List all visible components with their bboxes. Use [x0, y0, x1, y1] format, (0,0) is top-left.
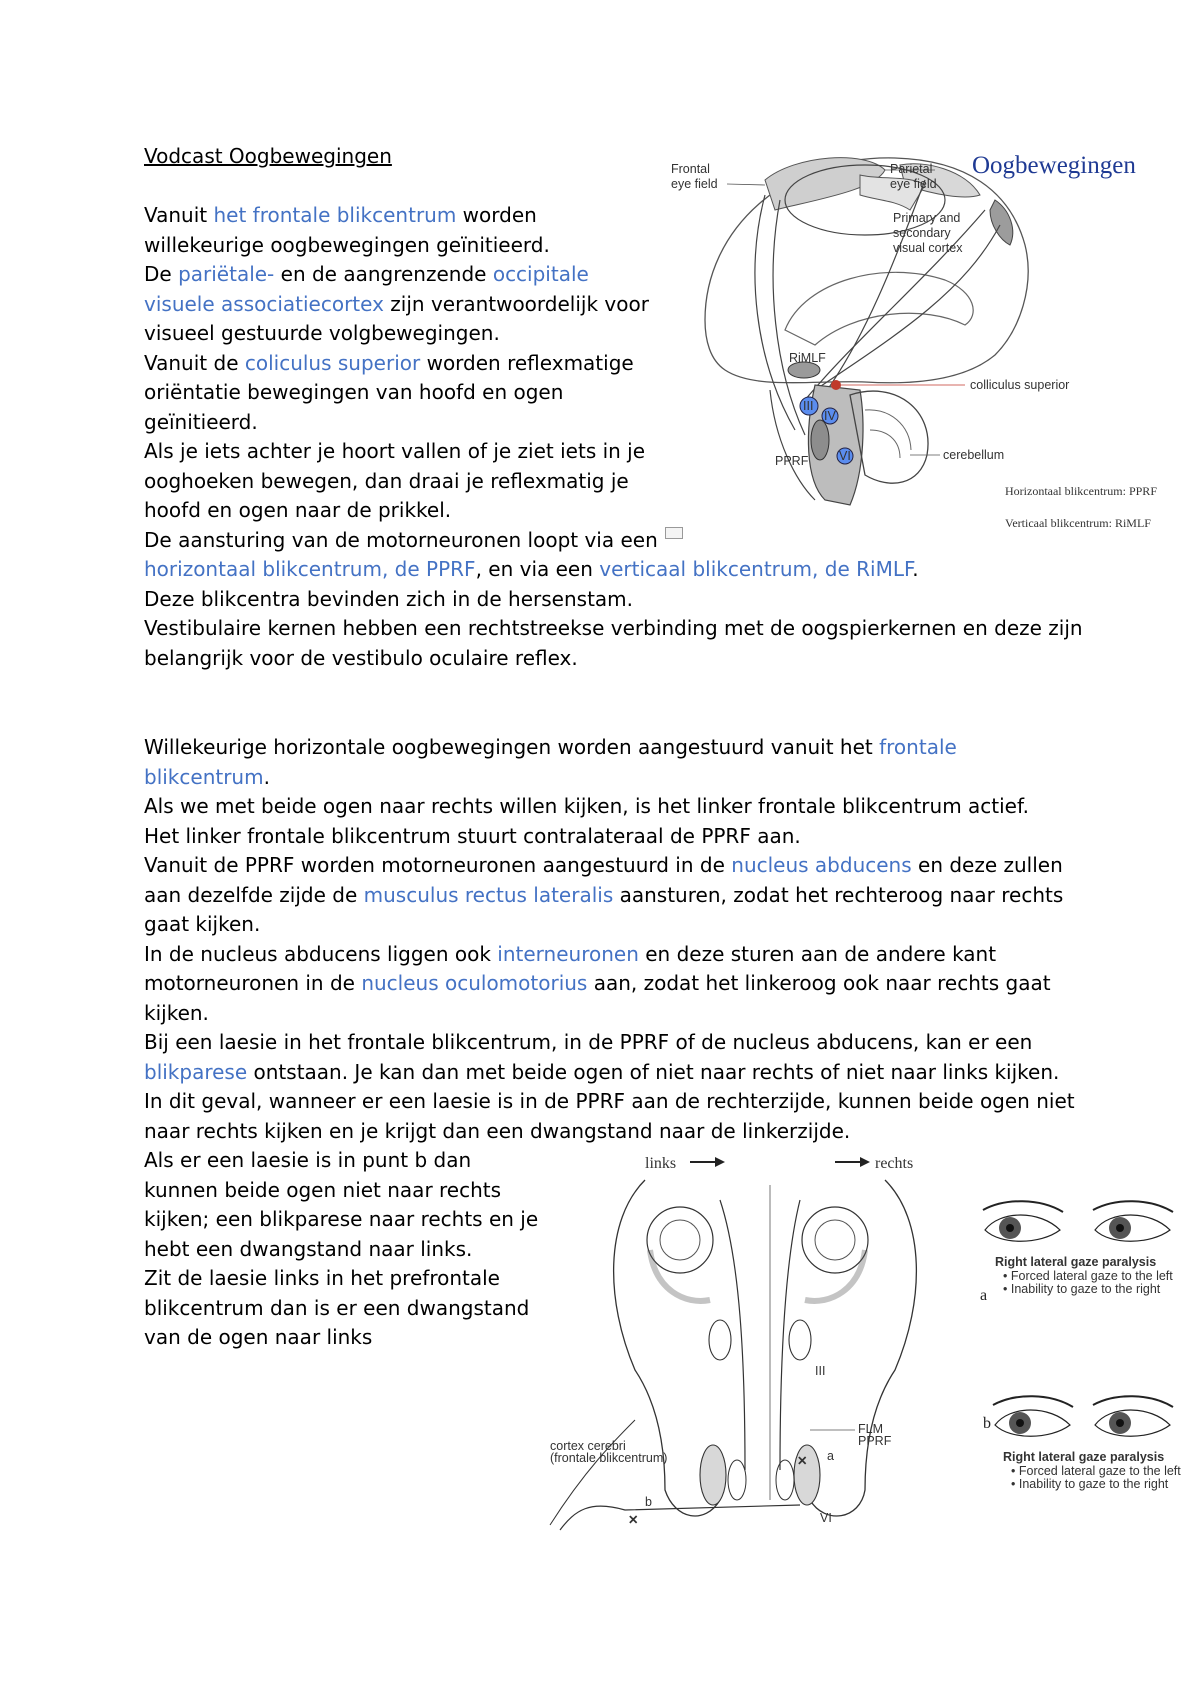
text-line — [144, 644, 1083, 674]
highlighted-term: pariëtale- — [178, 262, 275, 286]
text-line — [144, 910, 1075, 940]
text-line — [144, 555, 1083, 585]
text-run: willekeurige oogbewegingen geïnitieerd. — [144, 232, 550, 257]
links-label: links — [645, 1155, 677, 1172]
text-run: In dit geval, wanneer er een laesie is in de PPRF aan de rechterzijde, kunnen beide ogen niet — [144, 1089, 1075, 1113]
highlighted-term: verticaal blikcentrum, de RiMLF — [599, 557, 913, 581]
text-line — [144, 1087, 1075, 1117]
text-run: belangrijk voor de vestibulo oculaire reflex. — [144, 645, 578, 670]
text-line — [144, 585, 1083, 615]
pprf-label: PPRF — [775, 454, 809, 468]
text-run: Willekeurige horizontale oogbewegingen worden aangestuurd vanuit het — [144, 735, 880, 759]
visual-label-3: visual cortex — [893, 241, 963, 255]
text-line — [144, 1058, 1075, 1088]
rechts-label: rechts — [875, 1155, 914, 1172]
cortex-label-2: (frontale blikcentrum) — [550, 1451, 668, 1465]
text-run: ontstaan. Je kan dan met beide ogen of niet naar rechts of niet naar links kijken. — [247, 1059, 1060, 1084]
brain-title: Oogbewegingen — [972, 152, 1136, 179]
text-run: Zit de laesie links in het prefrontale — [144, 1266, 500, 1290]
text-run: . — [263, 764, 270, 789]
parietal-label-1: Parietal — [890, 162, 933, 176]
text-line — [144, 763, 1075, 793]
frontal-label-1: Frontal — [671, 162, 710, 176]
side-paragraph — [144, 1146, 538, 1353]
text-line — [144, 881, 1075, 911]
text-run: De — [144, 262, 179, 286]
text-line — [144, 792, 1075, 822]
text-run: Als we met beide ogen naar rechts willen kijken, is het linker frontale blikcentrum actief. — [144, 794, 1029, 818]
text-run: zijn verantwoordelijk voor — [383, 291, 649, 316]
text-line — [144, 1205, 538, 1235]
iii-label: III — [815, 1364, 826, 1378]
flm-label: FLM — [858, 1422, 883, 1436]
visual-label-1: Primary and — [893, 211, 961, 225]
text-line — [144, 1176, 538, 1206]
text-run: blikcentrum dan is er een dwangstand — [144, 1295, 530, 1320]
text-run: naar rechts kijken en je krijgt dan een dwangstand naar de linkerzijde. — [144, 1118, 851, 1143]
highlighted-term: blikcentrum — [144, 764, 264, 789]
panel-b-item-2: • Inability to gaze to the right — [1011, 1477, 1169, 1491]
text-run: Vanuit de PPRF worden motorneuronen aangestuurd in de — [144, 853, 732, 877]
text-line — [144, 614, 1083, 644]
panel-a-title: Right lateral gaze paralysis — [995, 1255, 1157, 1269]
nucleus-iv-label: IV — [824, 409, 836, 423]
text-line — [144, 851, 1075, 881]
text-run: gaat kijken. — [144, 912, 261, 936]
panel-a-eyes — [983, 1201, 1173, 1241]
text-run: Vanuit de — [144, 350, 245, 375]
panel-b-eyes — [993, 1396, 1173, 1436]
visual-label-2: secondary — [893, 226, 951, 240]
frontal-label-2: eye field — [671, 177, 718, 191]
parietal-label-2: eye field — [890, 177, 937, 191]
text-run: Als er een laesie is in punt b dan — [144, 1148, 472, 1172]
text-line — [144, 1264, 538, 1294]
text-run: hoofd en ogen naar de prikkel. — [144, 498, 452, 522]
text-run: Bij een laesie in het frontale blikcentrum, in de PPRF of de nucleus abducens, kan er een — [144, 1030, 1033, 1054]
text-run: en deze sturen aan de andere kant — [638, 941, 997, 966]
nucleus-vi-label: VI — [839, 449, 851, 463]
cerebellum-label: cerebellum — [943, 448, 1005, 462]
text-run: ooghoeken bewegen, dan draai je reflexmatig je — [144, 468, 629, 493]
a-label: a — [827, 1449, 834, 1463]
highlighted-term: visuele associatiecortex — [144, 291, 384, 316]
highlighted-term: frontale — [879, 735, 957, 759]
text-line — [144, 940, 1075, 970]
lesion-b-mark: ✕ — [628, 1513, 639, 1527]
vertical-center-label: Verticaal blikcentrum: RiMLF — [1005, 516, 1151, 530]
pathway-figure — [545, 1140, 935, 1545]
panel-a-item-2: • Inability to gaze to the right — [1003, 1282, 1161, 1296]
pathway-pprf-label: PPRF — [858, 1434, 892, 1448]
text-line — [144, 1235, 538, 1265]
highlighted-term: horizontaal blikcentrum, de PPRF — [144, 557, 476, 581]
highlighted-term: interneuronen — [497, 941, 639, 966]
text-line — [144, 1146, 538, 1176]
text-run: aansturen, zodat het rechteroog naar rechts — [613, 882, 1064, 907]
text-run: kijken; een blikparese naar rechts en je — [144, 1207, 539, 1231]
horizontal-center-label: Horizontaal blikcentrum: PPRF — [1005, 484, 1157, 498]
highlighted-term: occipitale — [492, 262, 589, 286]
text-run: Vestibulaire kernen hebben een rechtstreekse verbinding met de oogspierkernen en deze zijn — [144, 616, 1083, 640]
rimlf-label: RiMLF — [789, 351, 826, 365]
text-line — [144, 1028, 1075, 1058]
text-line — [144, 1294, 538, 1324]
text-run: kijken. — [144, 1000, 209, 1025]
text-run: en de aangrenzende — [274, 262, 493, 286]
gaze-paralysis-figure — [975, 1190, 1190, 1510]
text-line — [144, 999, 1075, 1029]
text-run: aan, zodat het linkeroog ook naar rechts gaat — [587, 971, 1051, 995]
highlighted-term: musculus rectus lateralis — [363, 882, 614, 907]
text-run: Als je iets achter je hoort vallen of je ziet iets in je — [144, 439, 646, 463]
text-line — [144, 969, 1075, 999]
page-title: Vodcast Oogbewegingen — [144, 144, 392, 168]
panel-a-item-1: • Forced lateral gaze to the left — [1003, 1269, 1173, 1283]
text-run: motorneuronen in de — [144, 971, 362, 995]
highlighted-term: blikparese — [144, 1059, 248, 1084]
lesion-a-mark: ✕ — [797, 1454, 808, 1468]
panel-b-item-1: • Forced lateral gaze to the left — [1011, 1464, 1181, 1478]
text-line — [144, 822, 1075, 852]
highlighted-term: het frontale blikcentrum — [213, 203, 457, 227]
text-run: . — [912, 557, 919, 581]
main-paragraph — [144, 733, 1075, 1146]
brain-figure — [665, 140, 1185, 535]
highlighted-term: coliculus superior — [244, 350, 421, 375]
highlighted-term: nucleus oculomotorius — [361, 971, 588, 995]
panel-b-letter: b — [983, 1415, 991, 1432]
text-run: In de nucleus abducens liggen ook — [144, 941, 498, 966]
text-run: worden reflexmatige — [420, 350, 634, 375]
text-run: aan dezelfde zijde de — [144, 882, 364, 907]
text-line — [144, 733, 1075, 763]
b-label: b — [645, 1495, 652, 1509]
text-line — [144, 1323, 538, 1353]
text-run: Deze blikcentra bevinden zich in de hersenstam. — [144, 586, 634, 611]
text-run: en deze zullen — [911, 853, 1063, 877]
colliculus-label: colliculus superior — [970, 378, 1070, 392]
cortex-label-1: cortex cerebri — [550, 1439, 626, 1453]
text-run: oriëntatie bewegingen van hoofd en ogen — [144, 380, 564, 404]
nucleus-iii-label: III — [803, 399, 814, 413]
text-run: kunnen beide ogen niet naar rechts — [144, 1177, 502, 1202]
text-run: Vanuit — [144, 203, 214, 227]
text-run: hebt een dwangstand naar links. — [144, 1236, 473, 1261]
text-run: visueel gestuurde volgbewegingen. — [144, 321, 500, 345]
text-run: geïnitieerd. — [144, 409, 258, 434]
text-run: De aansturing van de motorneuronen loopt via een — [144, 527, 658, 552]
text-run: , en via een — [475, 557, 600, 581]
highlighted-term: nucleus abducens — [731, 853, 912, 877]
text-run: Het linker frontale blikcentrum stuurt contralateraal de PPRF aan. — [144, 823, 801, 848]
panel-a-letter: a — [980, 1287, 988, 1304]
text-run: van de ogen naar links — [144, 1325, 373, 1349]
vi-label: VI — [820, 1511, 832, 1525]
text-run: worden — [456, 203, 537, 227]
panel-b-title: Right lateral gaze paralysis — [1003, 1450, 1165, 1464]
